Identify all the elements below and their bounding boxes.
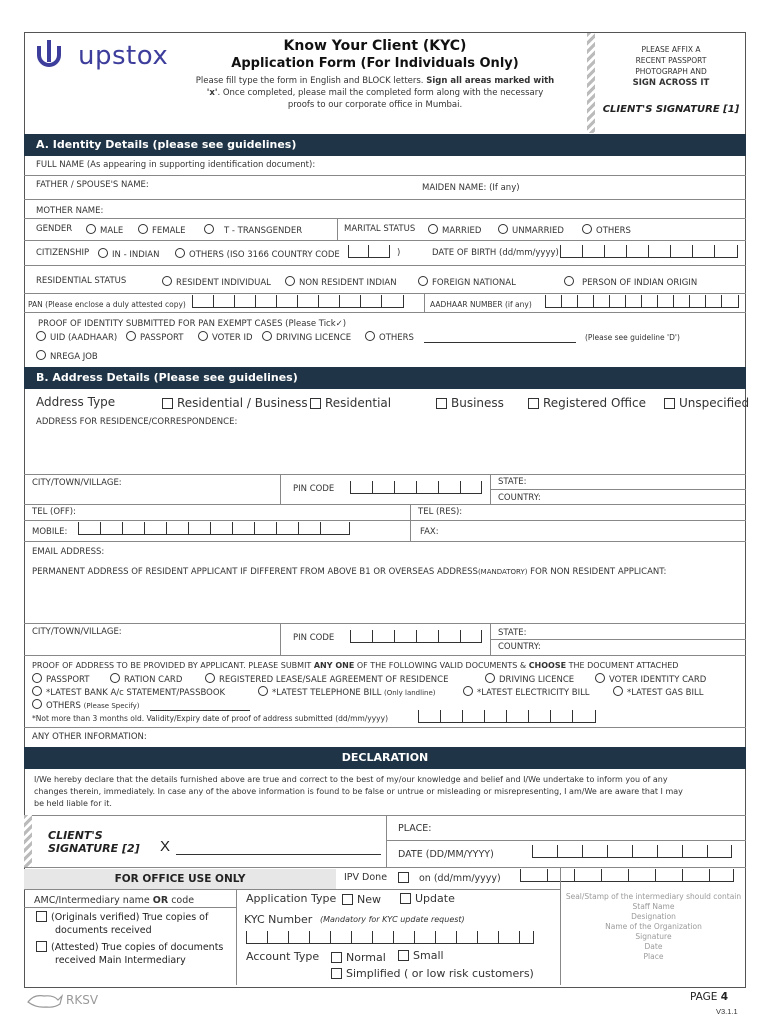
divider xyxy=(24,815,746,816)
rksv-logo-text: RKSV xyxy=(66,993,99,1007)
divider xyxy=(490,639,746,640)
declaration-text: I/We hereby declare that the details furnished above are true and correct to the best of my/our knowledge and belief and I/We undertake to inform you of any changes therein, immediately. In case any of the above information is found to be false or untrue or misleading or misrepresenting, I am/We are aware that I may be held liable for it. xyxy=(34,775,683,808)
divider xyxy=(410,504,411,541)
ipv-date-boxes[interactable] xyxy=(520,870,734,882)
divider xyxy=(24,867,746,868)
photo-box: PLEASE AFFIX A RECENT PASSPORT PHOTOGRAPH AND SIGN ACROSS IT xyxy=(632,45,710,88)
pin-code-boxes[interactable] xyxy=(350,482,482,494)
gender-female[interactable]: FEMALE xyxy=(138,224,186,236)
section-b-header: B. Address Details (Please see guidelines) xyxy=(24,367,746,389)
divider xyxy=(24,623,746,624)
divider xyxy=(24,265,746,266)
pan-boxes[interactable] xyxy=(192,296,404,308)
form-subtitle: Application Form (For Individuals Only) xyxy=(231,56,519,71)
kyc-number-note: (Mandatory for KYC update request) xyxy=(320,915,465,924)
kyc-number-label: KYC Number xyxy=(244,913,313,926)
addr-type-res-business[interactable]: Residential / Business xyxy=(162,396,308,410)
guideline-d-note: (Please see guideline 'D') xyxy=(585,333,680,342)
form-title: Know Your Client (KYC) xyxy=(283,38,467,54)
state-label: STATE: xyxy=(498,477,527,487)
app-type-new[interactable]: New xyxy=(342,893,381,906)
divider xyxy=(24,474,746,475)
marital-status-label: MARITAL STATUS xyxy=(344,224,416,234)
signature-border xyxy=(24,815,32,867)
divider xyxy=(24,293,746,294)
divider xyxy=(236,889,237,985)
poa-others[interactable]: OTHERS (Please Specify) xyxy=(32,699,140,711)
validity-note: *Not more than 3 months old. Validity/Expiry date of proof of address submitted (dd/mm/yyyy) xyxy=(32,714,388,723)
paren: ) xyxy=(397,248,401,258)
poa-others-line[interactable] xyxy=(150,710,250,711)
account-type-normal[interactable]: Normal xyxy=(331,951,386,964)
poi-driving-licence[interactable]: DRIVING LICENCE xyxy=(262,331,351,343)
address-type-label: Address Type xyxy=(36,395,116,409)
poi-nrega[interactable]: NREGA JOB xyxy=(36,350,98,362)
mobile-label: MOBILE: xyxy=(32,527,68,537)
brand-name: upstox xyxy=(78,41,169,71)
state-label-2: STATE: xyxy=(498,628,527,638)
marital-unmarried[interactable]: UNMARRIED xyxy=(498,224,564,236)
city-label: CITY/TOWN/VILLAGE: xyxy=(32,478,122,488)
poi-uid[interactable]: UID (AADHAAR) xyxy=(36,331,117,343)
account-type-simplified[interactable]: Simplified ( or low risk customers) xyxy=(331,967,534,980)
pan-label: PAN (Please enclose a duly attested copy) xyxy=(28,300,186,309)
decl-date-boxes[interactable] xyxy=(532,846,732,858)
divider xyxy=(424,293,425,312)
divider xyxy=(24,889,560,890)
poa-lease-agreement[interactable]: REGISTERED LEASE/SALE AGREEMENT OF RESIDENCE xyxy=(205,673,448,685)
divider xyxy=(24,218,746,219)
address-residence-label: ADDRESS FOR RESIDENCE/CORRESPONDENCE: xyxy=(36,417,238,427)
account-type-small[interactable]: Small xyxy=(398,949,444,962)
divider xyxy=(24,727,746,728)
client-signature-1[interactable]: CLIENT'S SIGNATURE [1] xyxy=(602,104,740,115)
originals-verified-checkbox[interactable]: (Originals verified) True copies of documents received xyxy=(36,911,208,937)
divider xyxy=(386,840,746,841)
pin-code-boxes-2[interactable] xyxy=(350,631,482,643)
amc-name-label: AMC/Intermediary name OR code xyxy=(34,895,195,906)
poa-driving-licence[interactable]: DRIVING LICENCE xyxy=(485,673,574,685)
dob-label: DATE OF BIRTH (dd/mm/yyyy) xyxy=(432,248,559,258)
place-label: PLACE: xyxy=(398,823,432,834)
divider xyxy=(280,623,281,655)
gender-transgender[interactable]: T - TRANSGENDER xyxy=(204,224,302,236)
marital-others[interactable]: OTHERS xyxy=(582,224,631,236)
validity-date-boxes[interactable] xyxy=(418,711,596,723)
city-label-2: CITY/TOWN/VILLAGE: xyxy=(32,627,122,637)
divider xyxy=(24,655,746,656)
poi-others[interactable]: OTHERS xyxy=(365,331,414,343)
office-use-header: FOR OFFICE USE ONLY xyxy=(24,869,336,889)
poa-bank-statement[interactable]: *LATEST BANK A/c STATEMENT/PASSBOOK xyxy=(32,686,225,698)
divider xyxy=(24,541,746,542)
divider xyxy=(24,175,746,176)
tel-off-label: TEL (OFF): xyxy=(32,507,76,517)
full-name-label: FULL NAME (As appearing in supporting identification document): xyxy=(36,160,316,170)
mobile-boxes[interactable] xyxy=(78,523,350,535)
ipv-done-label: IPV Done xyxy=(344,872,388,883)
divider xyxy=(24,520,746,521)
pin-code-label: PIN CODE xyxy=(293,484,335,494)
poi-label: PROOF OF IDENTITY SUBMITTED FOR PAN EXEMPT CASES (Please Tick✓) xyxy=(38,319,347,329)
application-type-label: Application Type xyxy=(246,892,337,905)
attested-copies-checkbox[interactable]: (Attested) True copies of documents received Main Intermediary xyxy=(36,941,223,967)
rksv-logo xyxy=(26,990,116,1012)
divider xyxy=(24,240,746,241)
date-label: DATE (DD/MM/YYYY) xyxy=(398,849,494,860)
photo-box-border xyxy=(587,33,595,133)
form-instructions: Please fill type the form in English and BLOCK letters. Sign all areas marked with 'x'. Once completed, please mail the completed form along with the necessary proofs to our corporate office in Mumbai. xyxy=(195,76,555,110)
addr-type-unspecified[interactable]: Unspecified xyxy=(664,396,749,410)
divider xyxy=(24,907,236,908)
mother-name-label: MOTHER NAME: xyxy=(36,206,104,216)
maiden-name-label: MAIDEN NAME: (If any) xyxy=(422,183,520,193)
seal-stamp-area: Seal/Stamp of the intermediary should contain Staff Name Designation Name of the Organization Signature Date Place xyxy=(565,892,742,961)
divider xyxy=(24,504,746,505)
citizenship-indian[interactable]: IN - INDIAN xyxy=(98,248,159,260)
res-status-pio[interactable]: PERSON OF INDIAN ORIGIN xyxy=(564,276,697,288)
aadhaar-boxes[interactable] xyxy=(545,296,739,308)
section-a-header: A. Identity Details (please see guidelines) xyxy=(24,134,746,156)
tel-res-label: TEL (RES): xyxy=(418,507,463,517)
citizenship-others[interactable]: OTHERS (ISO 3166 COUNTRY CODE xyxy=(175,248,340,260)
poi-voterid[interactable]: VOTER ID xyxy=(198,331,253,343)
poa-electricity-bill[interactable]: *LATEST ELECTRICITY BILL xyxy=(463,686,590,698)
res-status-nri[interactable]: NON RESIDENT INDIAN xyxy=(285,276,397,288)
poa-passport[interactable]: PASSPORT xyxy=(32,673,89,685)
addr-type-business[interactable]: Business xyxy=(436,396,504,410)
res-status-ri[interactable]: RESIDENT INDIVIDUAL xyxy=(162,276,271,288)
upstox-logo-icon xyxy=(36,38,62,72)
divider xyxy=(280,474,281,504)
client-signature-2-label: CLIENT'S SIGNATURE [2] xyxy=(48,829,140,855)
divider xyxy=(24,199,746,200)
poa-ration-card[interactable]: RATION CARD xyxy=(110,673,182,685)
divider xyxy=(560,867,561,985)
citizenship-label: CITIZENSHIP xyxy=(36,248,90,258)
kyc-number-boxes[interactable] xyxy=(246,932,534,944)
pin-code-label-2: PIN CODE xyxy=(293,633,335,643)
permanent-address-label: PERMANENT ADDRESS OF RESIDENT APPLICANT IF DIFFERENT FROM ABOVE B1 OR OVERSEAS ADDRESS(MANDATORY) FOR NON RESIDENT APPLICANT: xyxy=(32,567,667,577)
fax-label: FAX: xyxy=(420,527,439,537)
addr-type-registered-office[interactable]: Registered Office xyxy=(528,396,646,410)
bull-icon xyxy=(26,990,64,1010)
country-label-2: COUNTRY: xyxy=(498,642,541,652)
divider xyxy=(490,489,746,490)
poi-passport[interactable]: PASSPORT xyxy=(126,331,183,343)
dob-boxes[interactable] xyxy=(560,246,738,258)
app-type-update[interactable]: Update xyxy=(400,892,455,905)
country-code-boxes[interactable] xyxy=(348,246,390,258)
email-label: EMAIL ADDRESS: xyxy=(32,547,105,557)
aadhaar-label: AADHAAR NUMBER (if any) xyxy=(430,300,532,309)
residential-status-label: RESIDENTIAL STATUS xyxy=(36,276,127,286)
country-label: COUNTRY: xyxy=(498,493,541,503)
divider xyxy=(24,312,746,313)
client-signature-2[interactable] xyxy=(176,854,381,855)
account-type-label: Account Type xyxy=(246,950,320,963)
sign-here-mark: X xyxy=(160,838,171,855)
marital-married[interactable]: MARRIED xyxy=(428,224,481,236)
page-number: PAGE 4 xyxy=(690,991,729,1003)
gender-label: GENDER xyxy=(36,224,73,234)
res-status-fn[interactable]: FOREIGN NATIONAL xyxy=(418,276,516,288)
father-name-label: FATHER / SPOUSE'S NAME: xyxy=(36,180,149,190)
ipv-done-checkbox[interactable]: on (dd/mm/yyyy) xyxy=(398,872,501,884)
other-info-label: ANY OTHER INFORMATION: xyxy=(32,732,147,742)
gender-male[interactable]: MALE xyxy=(86,224,123,236)
poa-gas-bill[interactable]: *LATEST GAS BILL xyxy=(613,686,704,698)
poa-telephone-bill[interactable]: *LATEST TELEPHONE BILL (Only landline) xyxy=(258,686,435,698)
addr-type-residential[interactable]: Residential xyxy=(310,396,391,410)
divider xyxy=(386,815,387,867)
divider xyxy=(337,218,338,240)
proof-of-address-label: PROOF OF ADDRESS TO BE PROVIDED BY APPLICANT. PLEASE SUBMIT ANY ONE OF THE FOLLOWING VALID DOCUMENTS & CHOOSE THE DOCUMENT ATTACHED xyxy=(32,661,679,670)
poa-voter-id[interactable]: VOTER IDENTITY CARD xyxy=(595,673,706,685)
declaration-header: DECLARATION xyxy=(24,747,746,769)
form-version: V3.1.1 xyxy=(716,1007,738,1016)
poi-others-line[interactable] xyxy=(424,342,576,343)
